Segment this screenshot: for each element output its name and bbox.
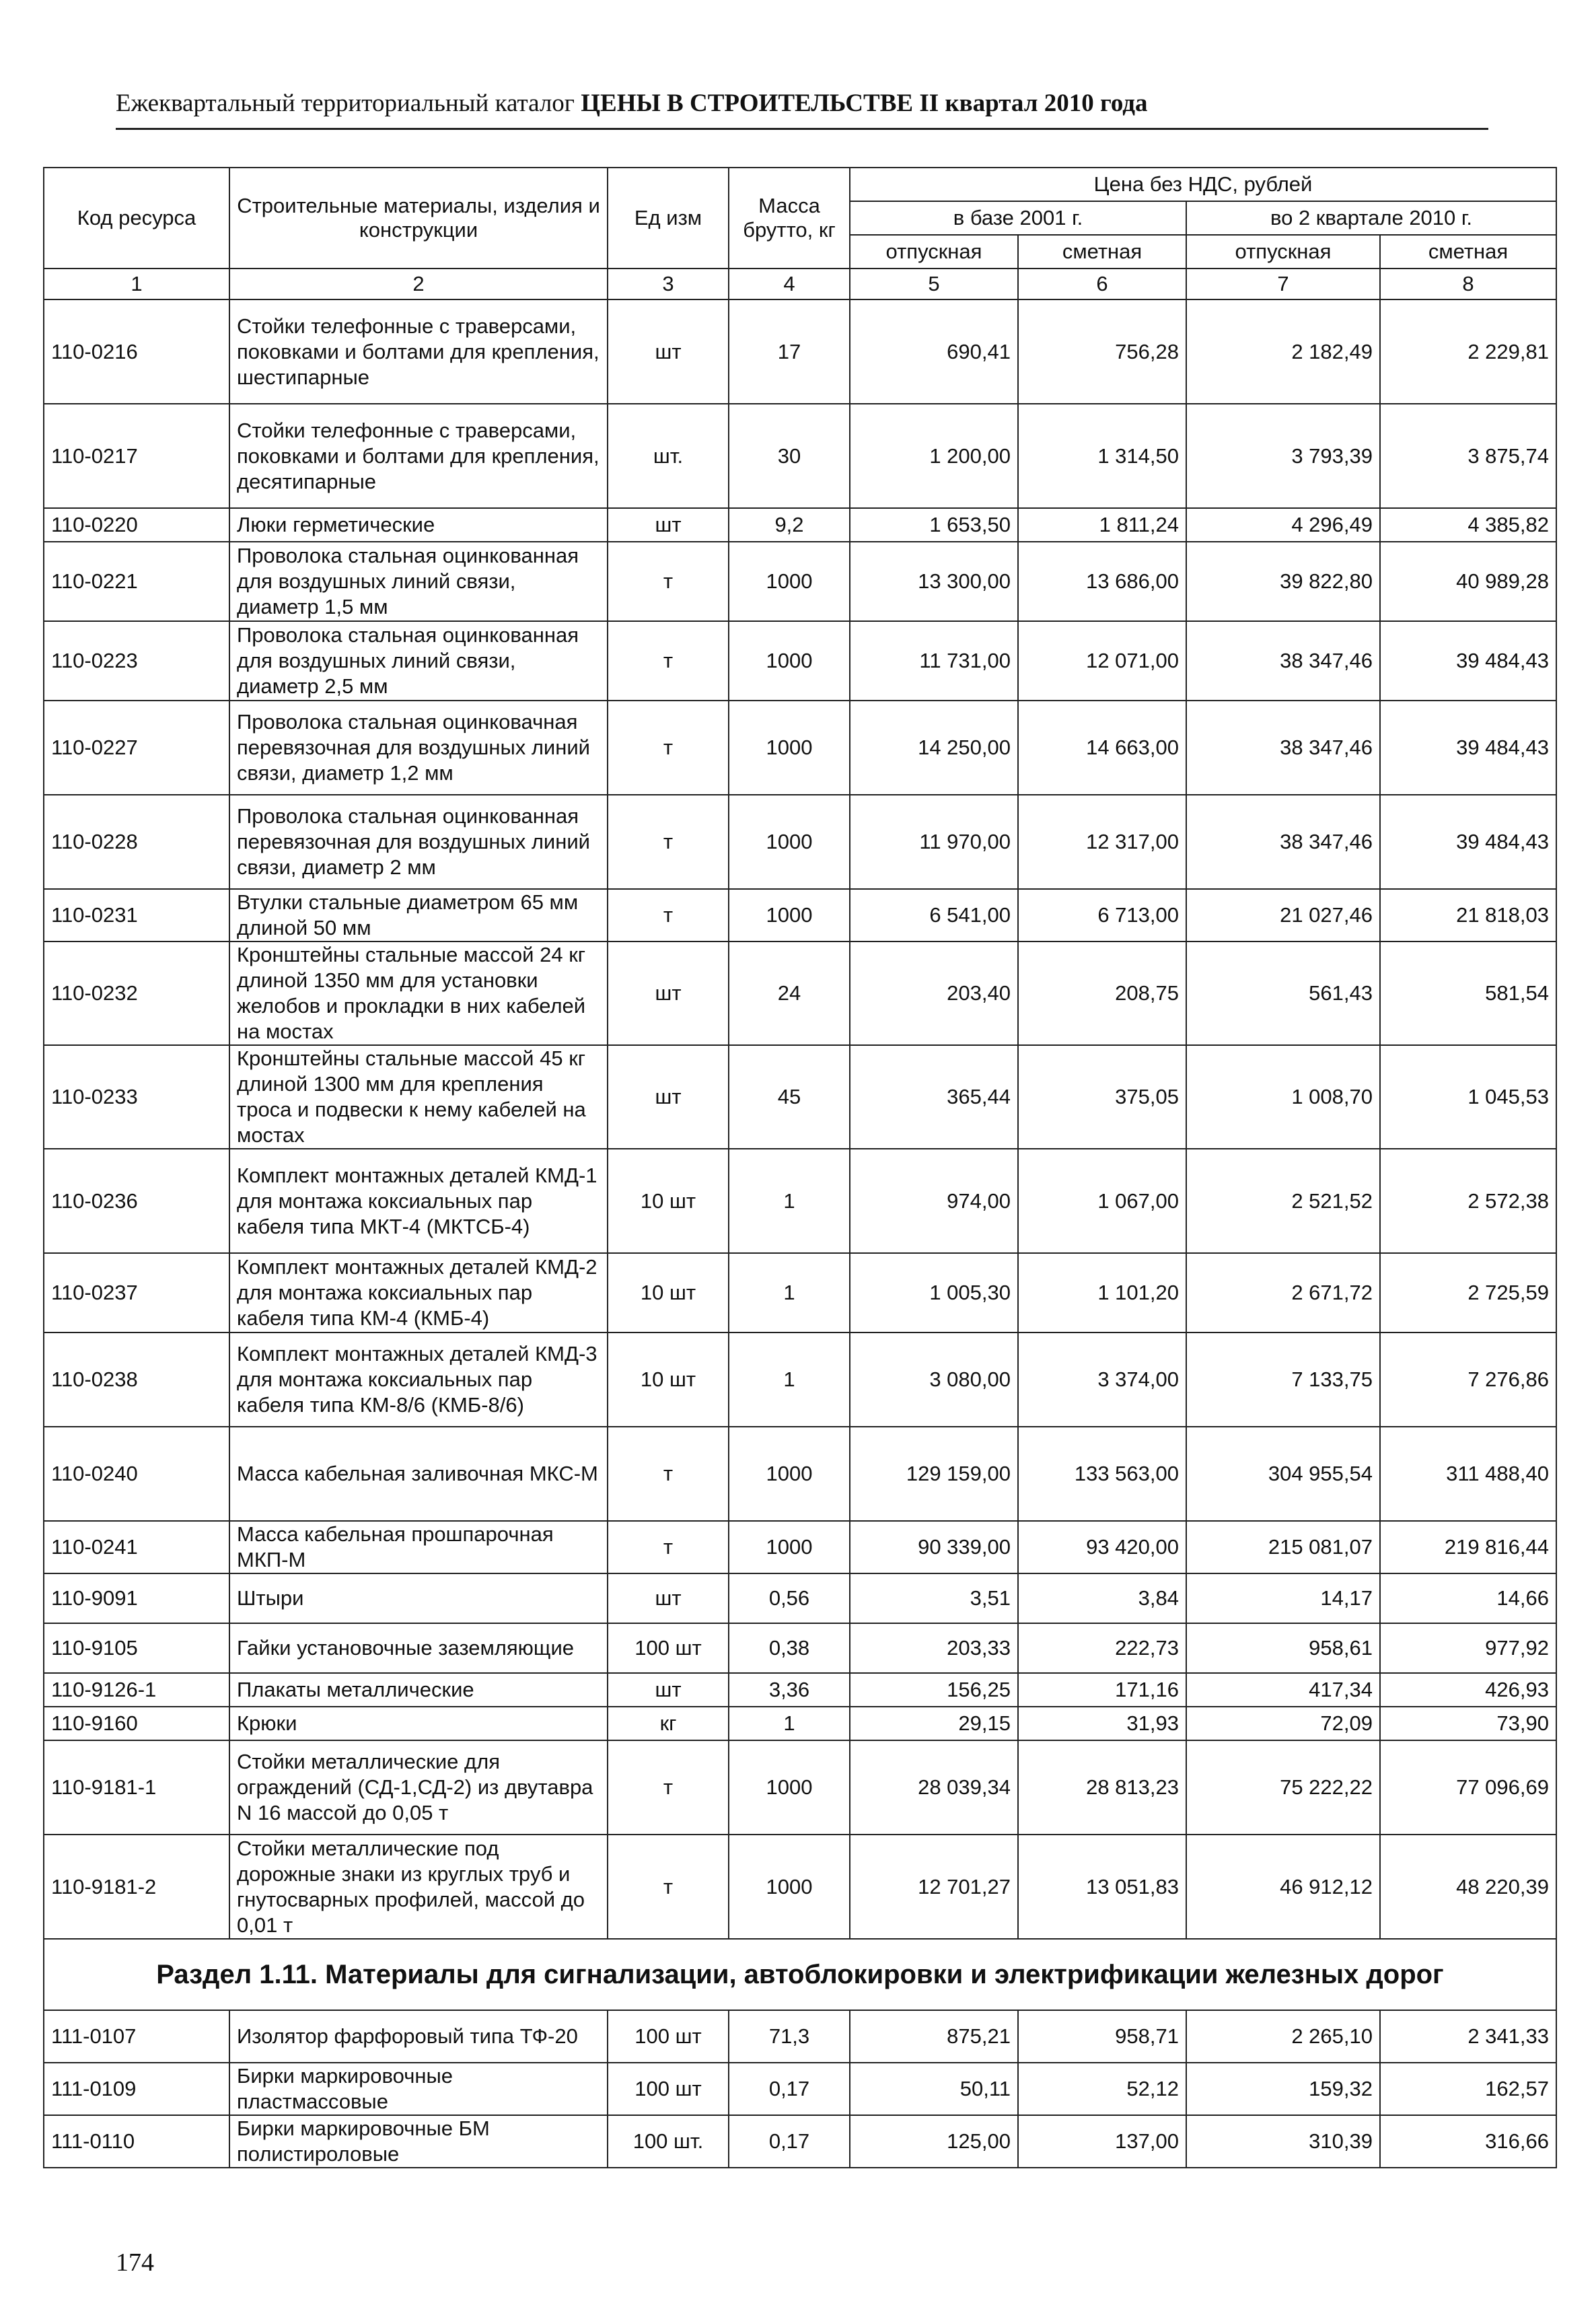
material-name: Кронштейны стальные массой 45 кг длиной 1300 мм для крепления троса и подвески к нему кабелей на мостах (229, 1045, 608, 1149)
current-estimate-price: 21 818,03 (1380, 889, 1556, 942)
current-release-price: 1 008,70 (1186, 1045, 1380, 1149)
col-number: 5 (850, 269, 1018, 299)
resource-code: 110-0232 (44, 942, 229, 1045)
material-name: Комплект монтажных деталей КМД-2 для монтажа коксиальных пар кабеля типа КМ-4 (КМБ-4) (229, 1253, 608, 1333)
col-unit-header: Ед изм (608, 168, 729, 269)
mass-cell: 1 (729, 1253, 850, 1333)
base-release-price: 203,33 (850, 1623, 1018, 1673)
base-release-price: 1 653,50 (850, 508, 1018, 542)
header-title: ЦЕНЫ В СТРОИТЕЛЬСТВЕ (581, 90, 914, 117)
resource-code: 110-9181-2 (44, 1835, 229, 1939)
unit-cell: 100 шт (608, 1623, 729, 1673)
mass-cell: 1000 (729, 1521, 850, 1573)
current-release-price: 7 133,75 (1186, 1333, 1380, 1427)
col-current-header: во 2 квартале 2010 г. (1186, 201, 1556, 235)
base-release-price: 11 970,00 (850, 795, 1018, 889)
base-release-price: 1 005,30 (850, 1253, 1018, 1333)
resource-code: 110-9181-1 (44, 1740, 229, 1835)
unit-cell: 100 шт (608, 2010, 729, 2063)
mass-cell: 30 (729, 404, 850, 508)
unit-cell: 100 шт (608, 2063, 729, 2115)
base-estimate-price: 31,93 (1018, 1707, 1186, 1740)
col-price-header: Цена без НДС, рублей (850, 168, 1556, 201)
unit-cell: шт (608, 299, 729, 404)
current-release-price: 2 182,49 (1186, 299, 1380, 404)
table-row (44, 889, 1556, 942)
base-estimate-price: 1 067,00 (1018, 1149, 1186, 1253)
resource-code: 110-0228 (44, 795, 229, 889)
table-row (44, 701, 1556, 795)
base-release-price: 14 250,00 (850, 701, 1018, 795)
table-row (44, 942, 1556, 1045)
base-estimate-price: 1 314,50 (1018, 404, 1186, 508)
resource-code: 110-0220 (44, 508, 229, 542)
current-release-price: 4 296,49 (1186, 508, 1380, 542)
current-estimate-price: 39 484,43 (1380, 621, 1556, 701)
material-name: Гайки установочные заземляющие (229, 1623, 608, 1673)
current-release-price: 2 521,52 (1186, 1149, 1380, 1253)
resource-code: 111-0107 (44, 2010, 229, 2063)
base-estimate-price: 13 051,83 (1018, 1835, 1186, 1939)
resource-code: 110-0221 (44, 542, 229, 621)
base-estimate-price: 12 071,00 (1018, 621, 1186, 701)
unit-cell: т (608, 889, 729, 942)
resource-code: 110-0237 (44, 1253, 229, 1333)
current-release-price: 2 265,10 (1186, 2010, 1380, 2063)
page-header (116, 89, 1488, 118)
unit-cell: т (608, 1521, 729, 1573)
base-estimate-price: 1 811,24 (1018, 508, 1186, 542)
material-name: Изолятор фарфоровый типа ТФ-20 (229, 2010, 608, 2063)
current-release-price: 304 955,54 (1186, 1427, 1380, 1521)
col-number: 8 (1380, 269, 1556, 299)
resource-code: 110-9160 (44, 1707, 229, 1740)
resource-code: 110-0223 (44, 621, 229, 701)
base-release-price: 3,51 (850, 1573, 1018, 1623)
col-number: 7 (1186, 269, 1380, 299)
current-estimate-price: 7 276,86 (1380, 1333, 1556, 1427)
unit-cell: т (608, 542, 729, 621)
table-row (44, 1253, 1556, 1333)
current-estimate-price: 426,93 (1380, 1673, 1556, 1707)
base-estimate-price: 28 813,23 (1018, 1740, 1186, 1835)
base-estimate-price: 12 317,00 (1018, 795, 1186, 889)
current-release-price: 159,32 (1186, 2063, 1380, 2115)
current-estimate-price: 2 341,33 (1380, 2010, 1556, 2063)
material-name: Масса кабельная заливочная МКС-М (229, 1427, 608, 1521)
base-release-price: 203,40 (850, 942, 1018, 1045)
resource-code: 110-0217 (44, 404, 229, 508)
current-release-price: 75 222,22 (1186, 1740, 1380, 1835)
unit-cell: 10 шт (608, 1253, 729, 1333)
current-release-price: 2 671,72 (1186, 1253, 1380, 1333)
material-name: Проволока стальная оцинковачная перевязочная для воздушных линий связи, диаметр 1,2 мм (229, 701, 608, 795)
base-release-price: 125,00 (850, 2115, 1018, 2168)
unit-cell: кг (608, 1707, 729, 1740)
current-estimate-price: 2 572,38 (1380, 1149, 1556, 1253)
table-row (44, 1149, 1556, 1253)
base-release-price: 365,44 (850, 1045, 1018, 1149)
mass-cell: 1000 (729, 1427, 850, 1521)
resource-code: 110-0231 (44, 889, 229, 942)
base-estimate-price: 13 686,00 (1018, 542, 1186, 621)
table-row (44, 404, 1556, 508)
base-estimate-price: 375,05 (1018, 1045, 1186, 1149)
mass-cell: 1 (729, 1149, 850, 1253)
unit-cell: шт. (608, 404, 729, 508)
mass-cell: 0,17 (729, 2063, 850, 2115)
mass-cell: 17 (729, 299, 850, 404)
table-row (44, 542, 1556, 621)
table-row (44, 1521, 1556, 1573)
current-estimate-price: 4 385,82 (1380, 508, 1556, 542)
material-name: Бирки маркировочные пластмассовые (229, 2063, 608, 2115)
mass-cell: 9,2 (729, 508, 850, 542)
base-release-price: 12 701,27 (850, 1835, 1018, 1939)
current-release-price: 21 027,46 (1186, 889, 1380, 942)
unit-cell: шт (608, 1573, 729, 1623)
col-number: 4 (729, 269, 850, 299)
mass-cell: 0,56 (729, 1573, 850, 1623)
current-estimate-price: 14,66 (1380, 1573, 1556, 1623)
section-title: Раздел 1.11. Материалы для сигнализации, автоблокировки и электрификации железных дорог (44, 1939, 1556, 2010)
resource-code: 110-0240 (44, 1427, 229, 1521)
unit-cell: т (608, 795, 729, 889)
mass-cell: 1 (729, 1333, 850, 1427)
base-estimate-price: 133 563,00 (1018, 1427, 1186, 1521)
col-number: 3 (608, 269, 729, 299)
header-period: II квартал 2010 года (919, 90, 1148, 117)
unit-cell: т (608, 701, 729, 795)
current-estimate-price: 3 875,74 (1380, 404, 1556, 508)
unit-cell: т (608, 1740, 729, 1835)
mass-cell: 1 (729, 1707, 850, 1740)
base-estimate-price: 171,16 (1018, 1673, 1186, 1707)
col-code-header: Код ресурса (44, 168, 229, 269)
unit-cell: шт (608, 1045, 729, 1149)
base-release-price: 3 080,00 (850, 1333, 1018, 1427)
col-number: 1 (44, 269, 229, 299)
base-release-price: 1 200,00 (850, 404, 1018, 508)
base-release-price: 974,00 (850, 1149, 1018, 1253)
base-estimate-price: 756,28 (1018, 299, 1186, 404)
unit-cell: шт (608, 1673, 729, 1707)
current-estimate-price: 162,57 (1380, 2063, 1556, 2115)
base-release-price: 29,15 (850, 1707, 1018, 1740)
col-name-header: Строительные материалы, изделия и конструкции (229, 168, 608, 269)
current-estimate-price: 39 484,43 (1380, 701, 1556, 795)
col-estimate2-header: сметная (1380, 235, 1556, 269)
base-release-price: 129 159,00 (850, 1427, 1018, 1521)
mass-cell: 1000 (729, 701, 850, 795)
resource-code: 110-0238 (44, 1333, 229, 1427)
mass-cell: 1000 (729, 1740, 850, 1835)
current-estimate-price: 40 989,28 (1380, 542, 1556, 621)
current-estimate-price: 311 488,40 (1380, 1427, 1556, 1521)
unit-cell: т (608, 1835, 729, 1939)
table-row (44, 508, 1556, 542)
table-row (44, 795, 1556, 889)
table-row (44, 1835, 1556, 1939)
base-estimate-price: 3,84 (1018, 1573, 1186, 1623)
price-table (43, 167, 1557, 2168)
base-release-price: 11 731,00 (850, 621, 1018, 701)
col-release2-header: отпускная (1186, 235, 1380, 269)
material-name: Стойки телефонные с траверсами, поковками и болтами для крепления, шестипарные (229, 299, 608, 404)
current-release-price: 310,39 (1186, 2115, 1380, 2168)
base-estimate-price: 208,75 (1018, 942, 1186, 1045)
mass-cell: 1000 (729, 889, 850, 942)
resource-code: 111-0110 (44, 2115, 229, 2168)
unit-cell: 10 шт (608, 1333, 729, 1427)
material-name: Бирки маркировочные БМ полистироловые (229, 2115, 608, 2168)
material-name: Стойки телефонные с траверсами, поковками и болтами для крепления, десятипарные (229, 404, 608, 508)
material-name: Масса кабельная прошпарочная МКП-М (229, 1521, 608, 1573)
col-release-header: отпускная (850, 235, 1018, 269)
table-row (44, 299, 1556, 404)
base-estimate-price: 14 663,00 (1018, 701, 1186, 795)
material-name: Кронштейны стальные массой 24 кг длиной 1350 мм для установки желобов и прокладки в них кабелей на мостах (229, 942, 608, 1045)
mass-cell: 0,38 (729, 1623, 850, 1673)
material-name: Проволока стальная оцинкованная перевязочная для воздушных линий связи, диаметр 2 мм (229, 795, 608, 889)
unit-cell: шт (608, 942, 729, 1045)
current-estimate-price: 2 229,81 (1380, 299, 1556, 404)
section-row (44, 1939, 1556, 2010)
material-name: Комплект монтажных деталей КМД-1 для монтажа коксиальных пар кабеля типа МКТ-4 (МКТСБ-4) (229, 1149, 608, 1253)
mass-cell: 24 (729, 942, 850, 1045)
base-release-price: 875,21 (850, 2010, 1018, 2063)
mass-cell: 3,36 (729, 1673, 850, 1707)
base-estimate-price: 222,73 (1018, 1623, 1186, 1673)
header-prefix: Ежеквартальный территориальный каталог (116, 90, 575, 117)
current-estimate-price: 581,54 (1380, 942, 1556, 1045)
table-row (44, 2115, 1556, 2168)
mass-cell: 1000 (729, 795, 850, 889)
material-name: Плакаты металлические (229, 1673, 608, 1707)
current-estimate-price: 39 484,43 (1380, 795, 1556, 889)
material-name: Проволока стальная оцинкованная для воздушных линий связи, диаметр 2,5 мм (229, 621, 608, 701)
mass-cell: 45 (729, 1045, 850, 1149)
table-row (44, 1045, 1556, 1149)
resource-code: 111-0109 (44, 2063, 229, 2115)
mass-cell: 71,3 (729, 2010, 850, 2063)
mass-cell: 1000 (729, 1835, 850, 1939)
base-release-price: 28 039,34 (850, 1740, 1018, 1835)
current-release-price: 14,17 (1186, 1573, 1380, 1623)
table-row (44, 1740, 1556, 1835)
base-estimate-price: 6 713,00 (1018, 889, 1186, 942)
base-estimate-price: 93 420,00 (1018, 1521, 1186, 1573)
material-name: Штыри (229, 1573, 608, 1623)
material-name: Люки герметические (229, 508, 608, 542)
current-estimate-price: 48 220,39 (1380, 1835, 1556, 1939)
table-row (44, 621, 1556, 701)
resource-code: 110-0236 (44, 1149, 229, 1253)
resource-code: 110-9126-1 (44, 1673, 229, 1707)
material-name: Крюки (229, 1707, 608, 1740)
base-estimate-price: 958,71 (1018, 2010, 1186, 2063)
current-release-price: 46 912,12 (1186, 1835, 1380, 1939)
material-name: Проволока стальная оцинкованная для воздушных линий связи, диаметр 1,5 мм (229, 542, 608, 621)
resource-code: 110-0241 (44, 1521, 229, 1573)
current-estimate-price: 1 045,53 (1380, 1045, 1556, 1149)
header-rule (116, 128, 1488, 130)
current-release-price: 38 347,46 (1186, 621, 1380, 701)
current-estimate-price: 77 096,69 (1380, 1740, 1556, 1835)
table-row (44, 1427, 1556, 1521)
col-number: 6 (1018, 269, 1186, 299)
table-row (44, 1673, 1556, 1707)
table-row (44, 1573, 1556, 1623)
resource-code: 110-0227 (44, 701, 229, 795)
mass-cell: 1000 (729, 621, 850, 701)
base-release-price: 156,25 (850, 1673, 1018, 1707)
unit-cell: 10 шт (608, 1149, 729, 1253)
current-estimate-price: 977,92 (1380, 1623, 1556, 1673)
resource-code: 110-9105 (44, 1623, 229, 1673)
current-release-price: 72,09 (1186, 1707, 1380, 1740)
current-estimate-price: 73,90 (1380, 1707, 1556, 1740)
current-release-price: 3 793,39 (1186, 404, 1380, 508)
base-release-price: 13 300,00 (850, 542, 1018, 621)
table-row (44, 1333, 1556, 1427)
current-release-price: 38 347,46 (1186, 795, 1380, 889)
table-row (44, 1707, 1556, 1740)
base-release-price: 6 541,00 (850, 889, 1018, 942)
current-estimate-price: 316,66 (1380, 2115, 1556, 2168)
base-release-price: 50,11 (850, 2063, 1018, 2115)
current-release-price: 958,61 (1186, 1623, 1380, 1673)
col-base-header: в базе 2001 г. (850, 201, 1186, 235)
col-mass-header: Масса брутто, кг (729, 168, 850, 269)
table-row (44, 1623, 1556, 1673)
base-estimate-price: 3 374,00 (1018, 1333, 1186, 1427)
unit-cell: т (608, 621, 729, 701)
table-row (44, 2010, 1556, 2063)
resource-code: 110-0233 (44, 1045, 229, 1149)
unit-cell: 100 шт. (608, 2115, 729, 2168)
current-release-price: 417,34 (1186, 1673, 1380, 1707)
material-name: Стойки металлические для ограждений (СД-1,СД-2) из двутавра N 16 массой до 0,05 т (229, 1740, 608, 1835)
base-estimate-price: 52,12 (1018, 2063, 1186, 2115)
material-name: Стойки металлические под дорожные знаки из круглых труб и гнутосварных профилей, массой до 0,01 т (229, 1835, 608, 1939)
unit-cell: шт (608, 508, 729, 542)
material-name: Комплект монтажных деталей КМД-3 для монтажа коксиальных пар кабеля типа КМ-8/6 (КМБ-8/6) (229, 1333, 608, 1427)
mass-cell: 0,17 (729, 2115, 850, 2168)
col-number: 2 (229, 269, 608, 299)
material-name: Втулки стальные диаметром 65 мм длиной 50 мм (229, 889, 608, 942)
table-row (44, 2063, 1556, 2115)
base-release-price: 90 339,00 (850, 1521, 1018, 1573)
resource-code: 110-0216 (44, 299, 229, 404)
page-number: 174 (116, 2248, 154, 2277)
col-estimate-header: сметная (1018, 235, 1186, 269)
current-release-price: 39 822,80 (1186, 542, 1380, 621)
resource-code: 110-9091 (44, 1573, 229, 1623)
unit-cell: т (608, 1427, 729, 1521)
current-release-price: 561,43 (1186, 942, 1380, 1045)
current-estimate-price: 219 816,44 (1380, 1521, 1556, 1573)
base-estimate-price: 1 101,20 (1018, 1253, 1186, 1333)
current-release-price: 38 347,46 (1186, 701, 1380, 795)
base-release-price: 690,41 (850, 299, 1018, 404)
mass-cell: 1000 (729, 542, 850, 621)
current-release-price: 215 081,07 (1186, 1521, 1380, 1573)
current-estimate-price: 2 725,59 (1380, 1253, 1556, 1333)
base-estimate-price: 137,00 (1018, 2115, 1186, 2168)
